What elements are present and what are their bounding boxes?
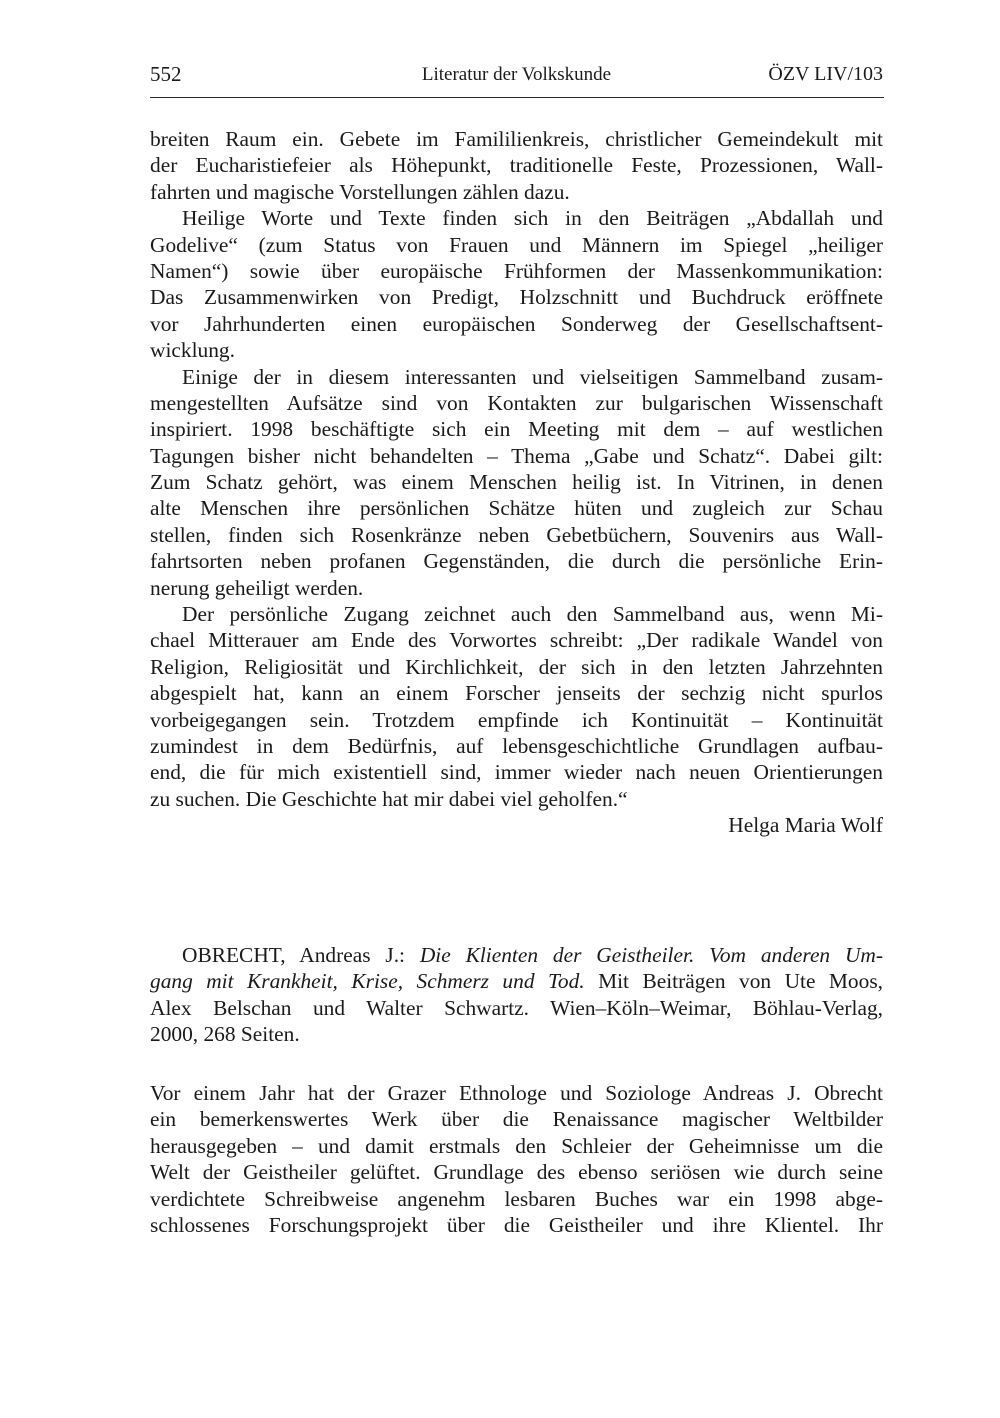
text-line: Religion, Religiosität und Kirchlichkeit, der sich in den letzten Jahrzehnten (150, 654, 883, 679)
text-line: alte Menschen ihre persönlichen Schätze hüten und zugleich zur Schau (150, 496, 883, 521)
review-1-text (150, 126, 883, 839)
citation-line (150, 968, 883, 994)
text-line: Vor einem Jahr hat der Grazer Ethnologe und Soziologe Andreas J. Obrecht (150, 1081, 883, 1105)
text-line: nerung geheiligt werden. (150, 575, 364, 600)
text-line: stellen, finden sich Rosenkränze neben Gebetbüchern, Souvenirs aus Wall- (150, 522, 883, 547)
running-title: Literatur der Volkskunde (421, 64, 612, 85)
text-line: Godelive“ (zum Status von Frauen und Männern im Spiegel „heiliger (150, 232, 883, 257)
citation-contributors: Mit Beiträgen von Ute Moos, (584, 969, 883, 994)
text-line: Zum Schatz gehört, was einem Menschen heilig ist. In Vitrinen, in denen (150, 470, 883, 495)
text-line: zu suchen. Die Geschichte hat mir dabei viel geholfen.“ (150, 786, 628, 811)
text-line: wicklung. (150, 338, 235, 363)
text-line: abgespielt hat, kann an einem Forscher jenseits der sechzig nicht spurlos (150, 681, 883, 706)
text-line: ein bemerkenswertes Werk über die Renaissance magischer Weltbilder (150, 1107, 883, 1132)
text-line: end, die für mich existentiell sind, immer wieder nach neuen Orientierungen (150, 760, 883, 785)
text-line: inspiriert. 1998 beschäftigte sich ein Meeting mit dem – auf westlichen (150, 417, 883, 442)
book-citation (150, 942, 883, 1048)
citation-title: gang mit Krankheit, Krise, Schmerz und Tod. (150, 969, 585, 994)
text-line: verdichtete Schreibweise angenehm lesbaren Buches war ein 1998 abge- (150, 1186, 883, 1211)
text-line: schlossenes Forschungsprojekt über die Geistheiler und ihre Klientel. Ihr (150, 1212, 883, 1237)
page-number: 552 (150, 62, 182, 86)
text-line: Namen“) sowie über europäische Frühformen der Massenkommunikation: (150, 258, 883, 283)
text-line: vor Jahrhunderten einen europäischen Sonderweg der Gesellschaftsent- (150, 311, 883, 336)
journal-issue: ÖZV LIV/103 (768, 63, 883, 85)
citation-title: Die Klienten der Geistheiler. Vom anderen Um- (419, 943, 883, 967)
review-2-text (150, 1080, 883, 1238)
text-line: chael Mitterauer am Ende des Vorwortes schreibt: „Der radikale Wandel von (150, 628, 883, 653)
text-line: der Eucharistiefeier als Höhepunkt, traditionelle Feste, Prozessionen, Wall- (150, 153, 883, 178)
text-line: fahrten und magische Vorstellungen zählen dazu. (150, 179, 570, 204)
text-line: mengestellten Aufsätze sind von Kontakten zur bulgarischen Wissenschaft (150, 390, 883, 415)
text-line: zumindest in dem Bedürfnis, auf lebensgeschichtliche Grundlagen aufbau- (150, 733, 883, 758)
running-header (150, 62, 883, 92)
citation-line: 2000, 268 Seiten. (150, 1022, 300, 1047)
text-line: Das Zusammenwirken von Predigt, Holzschnitt und Buchdruck eröffnete (150, 285, 883, 310)
text-line: Heilige Worte und Texte finden sich in den Beiträgen „Abdallah und (182, 206, 883, 231)
text-line: breiten Raum ein. Gebete im Famililienkreis, christlicher Gemeindekult mit (150, 127, 883, 151)
text-line: Tagungen bisher nicht behandelten – Thema „Gabe und Schatz“. Dabei gilt: (150, 443, 883, 468)
text-line: herausgegeben – und damit erstmals den Schleier der Geheimnisse um die (150, 1133, 883, 1158)
header-divider (150, 97, 884, 98)
text-line: fahrtsorten neben profanen Gegenständen, die durch die persönliche Erin- (150, 549, 883, 574)
citation-line (150, 942, 883, 968)
citation-author: OBRECHT, Andreas J.: (182, 943, 405, 967)
text-line: Der persönliche Zugang zeichnet auch den Sammelband aus, wenn Mi- (182, 602, 883, 627)
text-line: vorbeigegangen sein. Trotzdem empfinde ich Kontinuität – Kontinuität (150, 707, 883, 732)
text-line: Welt der Geistheiler gelüftet. Grundlage des ebenso seriösen wie durch seine (150, 1160, 883, 1185)
reviewer-signature: Helga Maria Wolf (728, 813, 883, 838)
citation-line: Alex Belschan und Walter Schwartz. Wien–Köln–Weimar, Böhlau-Verlag, (150, 995, 883, 1020)
text-line: Einige der in diesem interessanten und vielseitigen Sammelband zusam- (182, 364, 883, 389)
